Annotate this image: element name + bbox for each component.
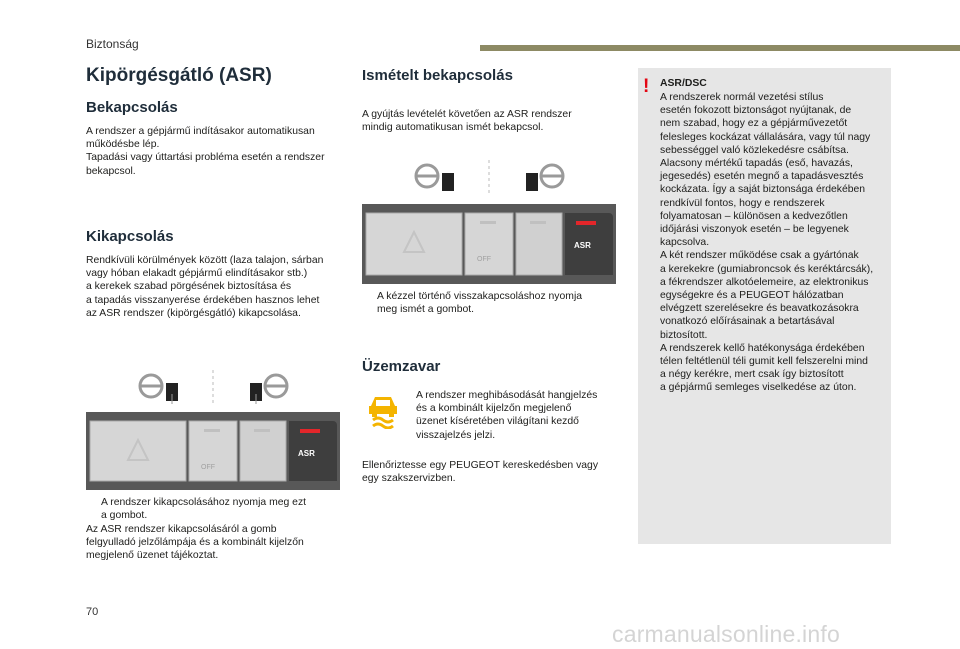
activation-text: A rendszer a gépjármű indításakor automatikusan működésbe lép. Tapadási vagy úttartási probléma esetén a rendszer bekapcsol. xyxy=(86,126,325,177)
asr-button-label: ASR xyxy=(574,241,591,250)
deactivation-info-text: Az ASR rendszer kikapcsolásáról a gomb felgyulladó jelzőlámpája és a kombinált kijelzőn megjelenő üzenet tájékoztat. xyxy=(86,524,304,562)
off-label: OFF xyxy=(477,256,491,263)
warning-title: ASR/DSC xyxy=(660,78,707,89)
watermark: carmanualsonline.info xyxy=(612,621,840,647)
page-number: 70 xyxy=(86,606,99,618)
heading-reactivation: Ismételt bekapcsolás xyxy=(362,67,513,84)
section-label: Biztonság xyxy=(86,37,139,51)
skid-warning-icon xyxy=(366,393,400,429)
heading-deactivation: Kikapcsolás xyxy=(86,228,174,245)
page-title: Kipörgésgátló (ASR) xyxy=(86,65,272,86)
deactivation-text: Rendkívüli körülmények között (laza talajon, sárban vagy hóban elakadt gépjármű elindításakor stb.) a kerekek szabad pörgésének biztosítása és a tapadás visszanyerése érdekében hasznos lehet az ASR rendszer (kipörgésgátló) kikapcsolása. xyxy=(86,255,324,319)
header-rule xyxy=(480,45,960,51)
contact-dealer-text: Ellenőriztesse egy PEUGEOT kereskedésben vagy egy szakszervizben. xyxy=(362,460,599,485)
exclamation-icon: ! xyxy=(643,76,650,97)
heading-malfunction: Üzemzavar xyxy=(362,358,441,375)
heading-activation: Bekapcsolás xyxy=(86,99,178,116)
asr-panel-illustration-right xyxy=(362,158,616,284)
asr-panel-illustration-left xyxy=(86,368,340,490)
warning-box xyxy=(638,68,891,544)
warning-text: A rendszerek normál vezetési stílus esetén fokozott biztonságot nyújtanak, de nem szabad, hogy ez a gépjárművezetőt felesleges kockázat vállalására, vagy túl nagy sebességgel való közlekedésre csábítsa. Alacsony mértékű tapadás (eső, havazás, jegesedés) esetén megnő a tapadásvesztés kockázata. Így a saját biztonsága érdekében rendkívül fontos, hogy e rendszerek folyamatosan – különösen a kedvezőtlen időjárási viszonyok esetén – be legyenek kapcsolva. A két rendszer működése csak a gyártónak a kerekekre (gumiabroncsok és keréktárcsák), a fékrendszer alkotóelemeire, az elektronikus egységekre és a PEUGEOT hálózatban elvégzett szerelésekre és beavatkozásokra vonatkozó előírásainak a betartásával biztosított. A rendszerek kellő hatékonysága érdekében télen feltétlenül téli gumit kell felszerelni mind a négy kerékre, mert csak így biztosított a gépjármű semleges viselkedése az úton. xyxy=(660,92,874,394)
reactivation-text: A gyújtás levételét követően az ASR rendszer mindig automatikusan ismét bekapcsol. xyxy=(362,109,572,134)
off-label: OFF xyxy=(201,464,215,471)
malfunction-text: A rendszer meghibásodását hangjelzés és a kombinált kijelzőn megjelenő üzenet kíséretében világítani kezdő visszajelzés jelzi. xyxy=(416,390,598,441)
asr-button-label: ASR xyxy=(298,449,315,458)
